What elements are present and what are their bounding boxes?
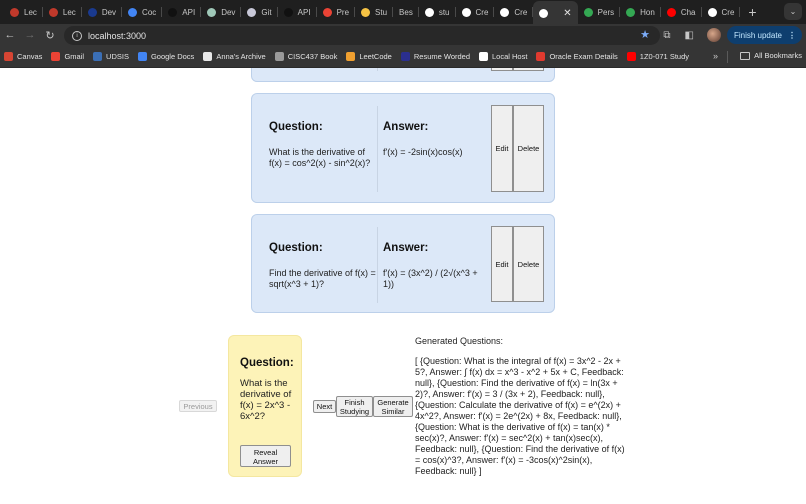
- browser-tab[interactable]: [419, 1, 456, 23]
- browser-tab[interactable]: [393, 1, 419, 23]
- answer-label: Answer:: [383, 121, 429, 133]
- finish-update-button[interactable]: [727, 26, 802, 44]
- address-bar[interactable]: [64, 26, 660, 45]
- bookmark-star-icon[interactable]: ★: [640, 29, 650, 41]
- flashcard-question-text: What is the derivative of f(x) = 2x^3 - 6x^2?: [240, 378, 292, 422]
- tab-label: Coc: [142, 7, 157, 17]
- tab-label: stu: [438, 7, 450, 17]
- vercel-icon: [708, 8, 717, 17]
- tab-label: Cha: [680, 7, 696, 17]
- browser-tab[interactable]: [355, 1, 393, 23]
- previous-button[interactable]: Previous: [179, 400, 217, 412]
- bookmark-favicon-icon: [138, 52, 147, 61]
- bookmark-item[interactable]: [627, 52, 689, 61]
- all-bookmarks-button[interactable]: [740, 51, 802, 60]
- question-text: What is the derivative of f(x) = cos^2(x) - sin^2(x)?: [269, 147, 371, 168]
- question-label: Question:: [269, 242, 323, 254]
- bookmark-label: Local Host: [492, 52, 528, 61]
- browser-tab[interactable]: [4, 1, 43, 23]
- bookmark-label: Resume Worded: [413, 52, 470, 61]
- drive-icon: [626, 8, 635, 17]
- site-info-icon[interactable]: i: [72, 31, 82, 41]
- card-divider: [377, 68, 378, 71]
- canvas-icon: [49, 8, 58, 17]
- bookmark-favicon-icon: [51, 52, 60, 61]
- answer-column: [383, 242, 487, 290]
- edit-button[interactable]: [491, 68, 513, 71]
- all-bookmarks-label: All Bookmarks: [754, 51, 802, 60]
- generated-questions-body: [ {Question: What is the integral of f(x) = 3x^2 - 2x + 5?, Answer: ∫ f(x) dx = x^3 - x^2 + 5x + C, Feedback: null}, {Question: Find the derivative of f(x) = ln(3x + 2)?, Answer: f'(x) = 3 / (3x + 2), Feedback: null}, {Question: Calculate the derivative of f(x) = e^(2x) + 4x^2?, Answer: f'(x) = 2e^(2x) + 8x, Feedback: null}, {Question: What is the derivative of f(x) = tan(x) * sec(x)?, Answer: f'(x) = sec^2(x) + tan(x)sec(x), Feedback: null}, {Question: Find the derivative of f(x) = cos(x)^3?, Answer: f'(x) = -3cos(x)^2sin(x), Feedback: null} ]: [415, 356, 625, 476]
- bookmark-item[interactable]: [479, 52, 527, 61]
- browser-tab[interactable]: [241, 1, 277, 23]
- dev-icon: [207, 8, 216, 17]
- tab-label: Pre: [336, 7, 350, 17]
- delete-button[interactable]: Delete: [513, 105, 544, 192]
- bookmark-favicon-icon: [479, 52, 488, 61]
- flashcard-item-partial: [251, 68, 555, 82]
- tab-label: Cre: [514, 7, 528, 17]
- bookmark-label: LeetCode: [359, 52, 392, 61]
- tab-separator: [739, 7, 740, 17]
- browser-tab[interactable]: [162, 1, 201, 23]
- flashcard-question-label: Question:: [240, 357, 294, 369]
- vercel-icon: [462, 8, 471, 17]
- bookmark-favicon-icon: [401, 52, 410, 61]
- browser-tab[interactable]: [578, 1, 620, 23]
- generated-questions: [415, 336, 627, 477]
- browser-toolbar: [0, 24, 806, 46]
- next-button[interactable]: Next: [313, 400, 336, 413]
- browser-tab[interactable]: [201, 1, 241, 23]
- tab-search-button[interactable]: ⌄: [784, 3, 802, 20]
- question-column: [269, 121, 377, 169]
- address-url[interactable]: localhost:3000: [88, 30, 147, 41]
- browser-tab[interactable]: [661, 1, 702, 23]
- bookmark-label: UDSIS: [106, 52, 129, 61]
- card-divider: [377, 106, 378, 192]
- youtube-icon: [667, 8, 676, 17]
- bookmark-favicon-icon: [536, 52, 545, 61]
- bookmarks-bar: [0, 46, 806, 68]
- bookmark-item[interactable]: [346, 52, 392, 61]
- delete-button[interactable]: [513, 68, 544, 71]
- gmail-icon: [323, 8, 332, 17]
- tab-label: Lec: [24, 7, 37, 17]
- drive-icon: [584, 8, 593, 17]
- edit-button[interactable]: Edit: [491, 105, 513, 192]
- bookmark-label: Google Docs: [150, 52, 195, 61]
- tab-label: Pers: [597, 7, 615, 17]
- extensions-icon[interactable]: ⧉: [663, 29, 671, 41]
- browser-tab[interactable]: [317, 1, 355, 23]
- browser-tab[interactable]: [494, 1, 533, 23]
- vercel-icon: [425, 8, 434, 17]
- browser-tab[interactable]: [702, 1, 741, 23]
- bookmark-item[interactable]: [138, 52, 194, 61]
- tab-label: Hon: [640, 7, 655, 17]
- tab-label: Cre: [721, 7, 735, 17]
- edit-button[interactable]: Edit: [491, 226, 513, 302]
- tab-label: API: [297, 7, 311, 17]
- browser-tab[interactable]: [278, 1, 317, 23]
- bookmark-item[interactable]: [203, 52, 265, 61]
- bookmark-favicon-icon: [93, 52, 102, 61]
- bookmark-label: Anna's Archive: [216, 52, 266, 61]
- bookmark-item[interactable]: [93, 52, 129, 61]
- side-panel-icon[interactable]: ◧: [684, 29, 694, 41]
- bookmarks-divider: [727, 51, 728, 63]
- tab-label: Lec: [62, 7, 76, 17]
- bookmark-item[interactable]: [51, 52, 84, 61]
- answer-text: f'(x) = (3x^2) / (2√(x^3 + 1)): [383, 268, 478, 289]
- answer-label: Answer:: [383, 242, 429, 254]
- d-icon: [88, 8, 97, 17]
- bookmark-favicon-icon: [275, 52, 284, 61]
- question-text: Find the derivative of f(x) = sqrt(x^3 + 1)?: [269, 268, 376, 289]
- forward-button[interactable]: →: [24, 29, 36, 41]
- generated-questions-title: Generated Questions:: [415, 336, 504, 346]
- openai-icon: [284, 8, 293, 17]
- bookmark-label: 1Z0-071 Study: [639, 52, 689, 61]
- tab-label: Git: [261, 7, 272, 17]
- new-tab-button[interactable]: +: [748, 4, 757, 20]
- vercel-icon: [500, 8, 509, 17]
- bookmark-favicon-icon: [346, 52, 355, 61]
- bookmark-label: Gmail: [64, 52, 85, 61]
- openai-icon: [168, 8, 177, 17]
- browser-tab[interactable]: [82, 1, 122, 23]
- browser-tab[interactable]: [620, 1, 661, 23]
- generate-similar-button[interactable]: Generate Similar: [373, 396, 413, 417]
- flashcard-item: [251, 214, 555, 313]
- tab-label: Stu: [375, 7, 388, 17]
- back-button[interactable]: ←: [4, 29, 16, 41]
- finish-update-label: Finish update: [733, 30, 782, 40]
- study-flashcard: [228, 335, 302, 477]
- reload-button[interactable]: ↻: [45, 29, 55, 42]
- question-column: [269, 242, 377, 290]
- profile-avatar[interactable]: [707, 28, 721, 42]
- canvas-icon: [10, 8, 19, 17]
- folder-icon: [740, 52, 750, 60]
- reveal-answer-button[interactable]: Reveal Answer: [240, 445, 291, 467]
- page-content: [0, 68, 806, 504]
- bookmark-label: Oracle Exam Details: [549, 52, 618, 61]
- tab-label: Cre: [475, 7, 489, 17]
- bookmark-item[interactable]: [536, 52, 617, 61]
- browser-tab[interactable]: [533, 1, 577, 25]
- close-tab-icon[interactable]: ✕: [563, 7, 572, 19]
- browser-tab[interactable]: [43, 1, 82, 23]
- delete-button[interactable]: Delete: [513, 226, 544, 302]
- tab-label: API: [182, 7, 196, 17]
- vercel-icon: [539, 9, 548, 18]
- menu-dots-icon[interactable]: ⋮: [788, 30, 796, 40]
- browser-tab[interactable]: [122, 1, 162, 23]
- tab-label: Bes: [399, 7, 413, 17]
- browser-tab[interactable]: [456, 1, 495, 23]
- finish-studying-button[interactable]: Finish Studying: [336, 396, 373, 417]
- study-controls: [313, 396, 413, 417]
- slides-icon: [361, 8, 370, 17]
- bookmark-item[interactable]: [401, 52, 470, 61]
- github-icon: [247, 8, 256, 17]
- tab-label: Dev: [221, 7, 236, 17]
- tab-label: Dev: [101, 7, 117, 17]
- answer-column: [383, 121, 487, 158]
- tab-bar: [0, 0, 806, 24]
- docs-icon: [128, 8, 137, 17]
- bookmark-item[interactable]: [4, 52, 42, 61]
- bookmark-favicon-icon: [4, 52, 13, 61]
- flashcard-item: [251, 93, 555, 203]
- bookmark-favicon-icon: [203, 52, 212, 61]
- bookmark-label: CISC437 Book: [287, 52, 338, 61]
- more-bookmarks-button[interactable]: »: [712, 51, 718, 61]
- bookmark-item[interactable]: [275, 52, 338, 61]
- bookmark-favicon-icon: [627, 52, 636, 61]
- answer-text: f'(x) = -2sin(x)cos(x): [383, 147, 463, 157]
- question-label: Question:: [269, 121, 323, 133]
- card-divider: [377, 227, 378, 303]
- bookmark-label: Canvas: [17, 52, 43, 61]
